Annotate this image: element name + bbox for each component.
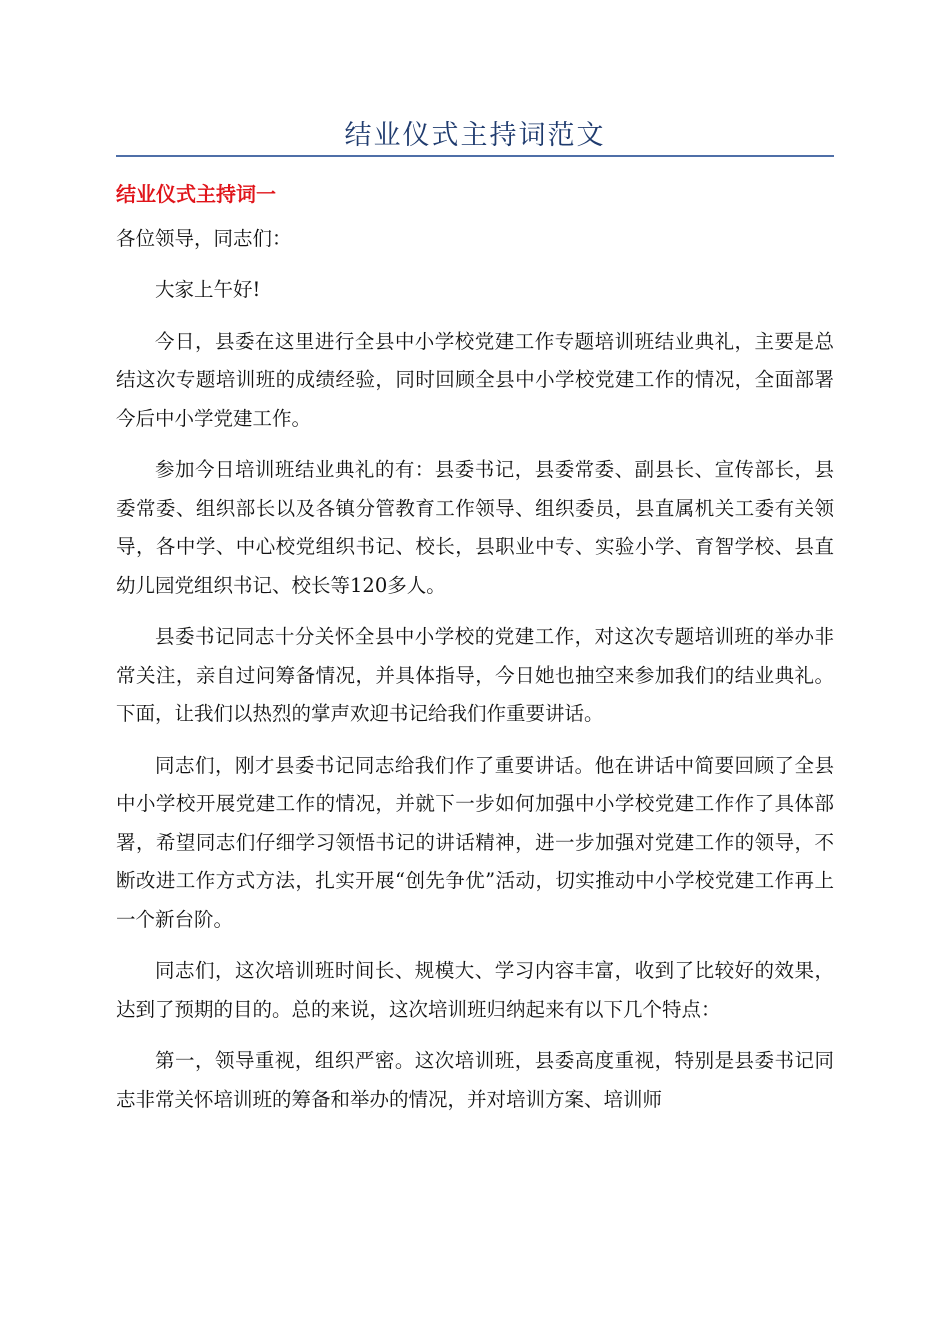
paragraph-2: 今日，县委在这里进行全县中小学校党建工作专题培训班结业典礼，主要是总结这次专题培训班的成绩经验，同时回顾全县中小学校党建工作的情况，全面部署今后中小学党建工作。 [116, 329, 834, 430]
paragraph-6: 同志们，这次培训班时间长、规模大、学习内容丰富，收到了比较好的效果，达到了预期的目的。总的来说，这次培训班归纳起来有以下几个特点： [116, 959, 834, 1021]
paragraph-3: 参加今日培训班结业典礼的有：县委书记，县委常委、副县长、宣传部长，县委常委、组织部长以及各镇分管教育工作领导、组织委员，县直属机关工委有关领导，各中学、中心校党组织书记、校长，县职业中专、实验小学、育智学校、县直幼儿园党组织书记、校长等120多人。 [116, 458, 834, 597]
greeting-line: 各位领导，同志们： [116, 227, 292, 250]
paragraph-1: 大家上午好! [155, 278, 261, 301]
paragraph-5: 同志们，刚才县委书记同志给我们作了重要讲话。他在讲话中简要回顾了全县中小学校开展党建工作的情况，并就下一步如何加强中小学校党建工作作了具体部署，希望同志们仔细学习领悟书记的讲话精神，进一步加强对党建工作的领导，不断改进工作方式方法，扎实开展“创先争优”活动，切实推动中小学校党建工作再上一个新台阶。 [116, 753, 834, 931]
document-page [116, 0, 834, 1119]
section-heading: 结业仪式主持词一 [116, 182, 276, 206]
document-title: 结业仪式主持词范文 [344, 120, 606, 151]
paragraph-4: 县委书记同志十分关怀全县中小学校的党建工作，对这次专题培训班的举办非常关注，亲自过问筹备情况，并具体指导，今日她也抽空来参加我们的结业典礼。下面，让我们以热烈的掌声欢迎书记给我们作重要讲话。 [116, 625, 834, 725]
title-underline [116, 155, 834, 157]
paragraph-7: 第一，领导重视，组织严密。这次培训班，县委高度重视，特别是县委书记同志非常关怀培训班的筹备和举办的情况，并对培训方案、培训师 [116, 1049, 834, 1111]
